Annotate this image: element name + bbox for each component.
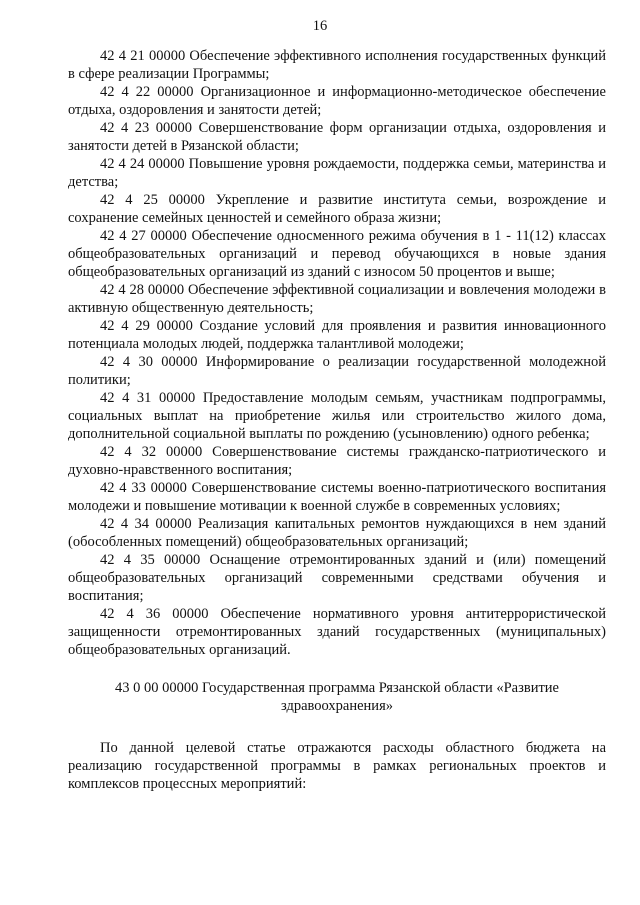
section-heading: 43 0 00 00000 Государственная программа Рязанской области «Развитие здравоохранения»: [115, 680, 559, 714]
list-item: 42 4 30 00000 Информирование о реализации государственной молодежной политики;: [68, 354, 606, 388]
list-item: 42 4 35 00000 Оснащение отремонтированных зданий и (или) помещений общеобразовательных организаций современными средствами обучения и воспитания;: [68, 552, 606, 604]
list-item: 42 4 25 00000 Укрепление и развитие института семьи, возрождение и сохранение семейных ценностей и семейного образа жизни;: [68, 192, 606, 226]
list-item: 42 4 29 00000 Создание условий для проявления и развития инновационного потенциала молодых людей, поддержка талантливой молодежи;: [68, 318, 606, 352]
list-item: 42 4 33 00000 Совершенствование системы военно-патриотического воспитания молодежи и повышение мотивации к военной службе в современных условиях;: [68, 480, 606, 514]
list-item: 42 4 24 00000 Повышение уровня рождаемости, поддержка семьи, материнства и детства;: [68, 156, 606, 190]
list-item: 42 4 32 00000 Совершенствование системы гражданско-патриотического и духовно-нравственного воспитания;: [68, 444, 606, 478]
list-item: 42 4 36 00000 Обеспечение нормативного уровня антитеррористической защищенности отремонтированных зданий государственных (муниципальных) общеобразовательных организаций.: [68, 606, 606, 658]
closing-paragraph: По данной целевой статье отражаются расходы областного бюджета на реализацию государственной программы в рамках региональных проектов и комплексов процессных мероприятий:: [68, 740, 606, 792]
list-item: 42 4 34 00000 Реализация капитальных ремонтов нуждающихся в нем зданий (обособленных помещений) общеобразовательных организаций;: [68, 516, 606, 550]
document-body: [68, 47, 606, 793]
list-item: 42 4 28 00000 Обеспечение эффективной социализации и вовлечения молодежи в активную общественную деятельность;: [68, 282, 606, 316]
list-item: 42 4 27 00000 Обеспечение односменного режима обучения в 1 - 11(12) классах общеобразовательных организаций и перевод обучающихся в новые здания общеобразовательных организаций из зданий с износом 50 процентов и выше;: [68, 228, 606, 280]
list-item: 42 4 31 00000 Предоставление молодым семьям, участникам подпрограммы, социальных выплат на приобретение жилья или строительство жилого дома, дополнительной социальной выплаты по рождению (усыновлению) одного ребенка;: [68, 390, 606, 442]
list-item: 42 4 23 00000 Совершенствование форм организации отдыха, оздоровления и занятости детей в Рязанской области;: [68, 120, 606, 154]
list-item: 42 4 22 00000 Организационное и информационно-методическое обеспечение отдыха, оздоровления и занятости детей;: [68, 84, 606, 118]
list-item: 42 4 21 00000 Обеспечение эффективного исполнения государственных функций в сфере реализации Программы;: [68, 48, 606, 82]
page-number: 16: [312, 18, 328, 34]
